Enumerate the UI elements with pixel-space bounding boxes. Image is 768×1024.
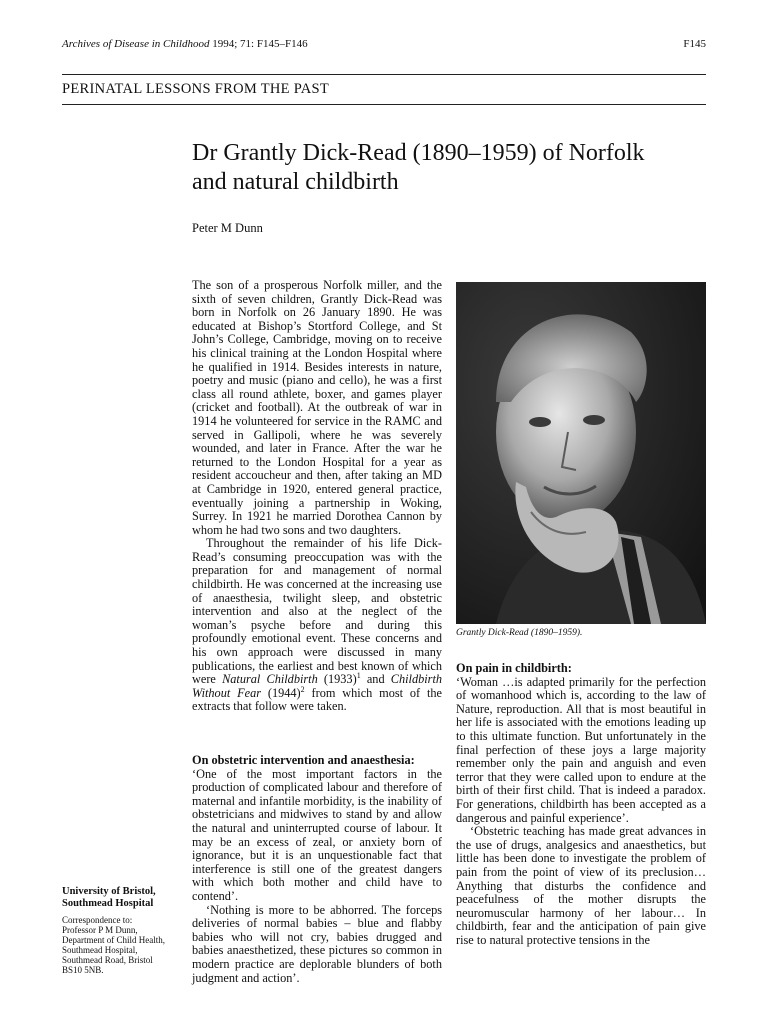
- section-rule: [62, 104, 706, 105]
- affiliation-block: [62, 886, 186, 975]
- quote-interference: ‘One of the most important factors in the production of complicated labour and therefore of maternal and infantile morbidity, is the inability of obstetricians and midwives to stand by and allow the natural and uninterrupted course of labour. It may be an excess of zeal, or anxiety born of ignorance, but it is an unquestionable fact that interference is still one of the greatest dangers with which both mother and child have to contend’.: [192, 766, 442, 903]
- left-column: [192, 279, 442, 985]
- reference-2: 2: [300, 684, 305, 694]
- quote-obstetric-teaching: ‘Obstetric teaching has made great advances in the use of drugs, analgesics and anaesthetics, but little has been done to investigate the problem of pain from the point of view of its preclusion… Anything that disturbs the confidence and peacefulness of the mother disrupts the neuromuscular harmony of her labour… In childbirth, fear and the anticipation of pain give rise to natural protective tensions in the: [456, 824, 706, 947]
- corr-line: Professor P M Dunn,: [62, 925, 138, 935]
- journal-name: Archives of Disease in Childhood: [62, 38, 210, 50]
- para-text-a: Throughout the remainder of his life Dick-Read’s consuming preoccupation was with the preparation for and management of normal childbirth. He was concerned at the increasing use of anaesthesia, twilight sleep, and obstetric intervention and also at the neglect of the woman’s psyche before and during this profoundly emotional event. These concerns and his own approach were discussed in many publications, the earliest and best known of which were: [192, 536, 442, 687]
- book1-year: (1933): [317, 672, 357, 687]
- citation-volume: 1994; 71: F145–F146: [209, 38, 308, 50]
- corr-line: Department of Child Health,: [62, 935, 165, 945]
- portrait-image: [456, 282, 706, 624]
- preoccupation-paragraph: [192, 537, 442, 714]
- author-name: Peter M Dunn: [192, 221, 263, 235]
- para-text-b: from which most of the extracts that follow were taken.: [192, 685, 443, 714]
- top-rule: [62, 74, 706, 75]
- page-number: F145: [683, 38, 706, 50]
- institution-line-2: Southmead Hospital: [62, 897, 154, 909]
- corr-line: BS10 5NB.: [62, 965, 104, 975]
- corr-line: Correspondence to:: [62, 915, 133, 925]
- book-title-natural-childbirth: Natural Childbirth: [222, 672, 318, 687]
- title-line-2: and natural childbirth: [192, 169, 399, 195]
- right-column: [456, 662, 706, 947]
- reference-1: 1: [356, 671, 361, 681]
- quote-woman: ‘Woman …is adapted primarily for the perfection of womanhood which is, according to the law of Nature, reproduction. All that is most beautiful in her life is associated with the emotions leading up to this ultimate function. But unfortunately in the final perfection of these joys a large majority remember only the pain and anguish and even terror that they were called upon to endure at the birth of their first child. That is indeed a paradox. For generations, childbirth has been accepted as a dangerous and painful experience’.: [456, 674, 706, 825]
- correspondence-address: [62, 915, 186, 975]
- book2-year: (1944): [261, 685, 301, 700]
- corr-line: Southmead Road, Bristol: [62, 955, 153, 965]
- title-line-1: Dr Grantly Dick-Read (1890–1959) of Norfolk: [192, 140, 645, 166]
- and-text: and: [360, 672, 391, 687]
- book-title-childbirth-without-fear: Childbirth Without Fear: [192, 672, 443, 700]
- institution-line-1: University of Bristol,: [62, 886, 156, 897]
- article-title: [192, 139, 712, 197]
- quote-abhorred: ‘Nothing is more to be abhorred. The forceps deliveries of normal babies – blue and flabby babies who will not cry, babies drugged and babies anaesthetized, these pictures so common in modern practice are deplorable blunders of both judgment and action’.: [192, 902, 442, 985]
- subheading-intervention: On obstetric intervention and anaesthesia:: [192, 753, 415, 767]
- subheading-pain: On pain in childbirth:: [456, 661, 572, 675]
- photo-caption: Grantly Dick-Read (1890–1959).: [456, 628, 583, 638]
- portrait-photo: [456, 282, 706, 624]
- journal-citation: [62, 38, 308, 50]
- corr-line: Southmead Hospital,: [62, 945, 138, 955]
- section-heading: PERINATAL LESSONS FROM THE PAST: [62, 81, 330, 97]
- bio-paragraph: The son of a prosperous Norfolk miller, and the sixth of seven children, Grantly Dick-Read was born in Norfolk on 26 January 1890. He was educated at Bishop’s Stortford College, and St John’s College, Cambridge, moving on to receive his clinical training at the London Hospital where he qualified in 1914. Besides interests in nature, poetry and music (piano and cello), he was a first class all round athlete, boxer, and games player (cricket and football). At the outbreak of war in 1914 he volunteered for service in the RAMC and served in Gallipoli, where he was severely wounded, and later in France. After the war he returned to the London Hospital for a year as resident accoucheur and then, after taking an MD at Cambridge in 1920, entered general practice, eventually joining a partnership in Woking, Surrey. In 1921 he married Dorothea Cannon by whom he had two sons and two daughters.: [192, 278, 442, 537]
